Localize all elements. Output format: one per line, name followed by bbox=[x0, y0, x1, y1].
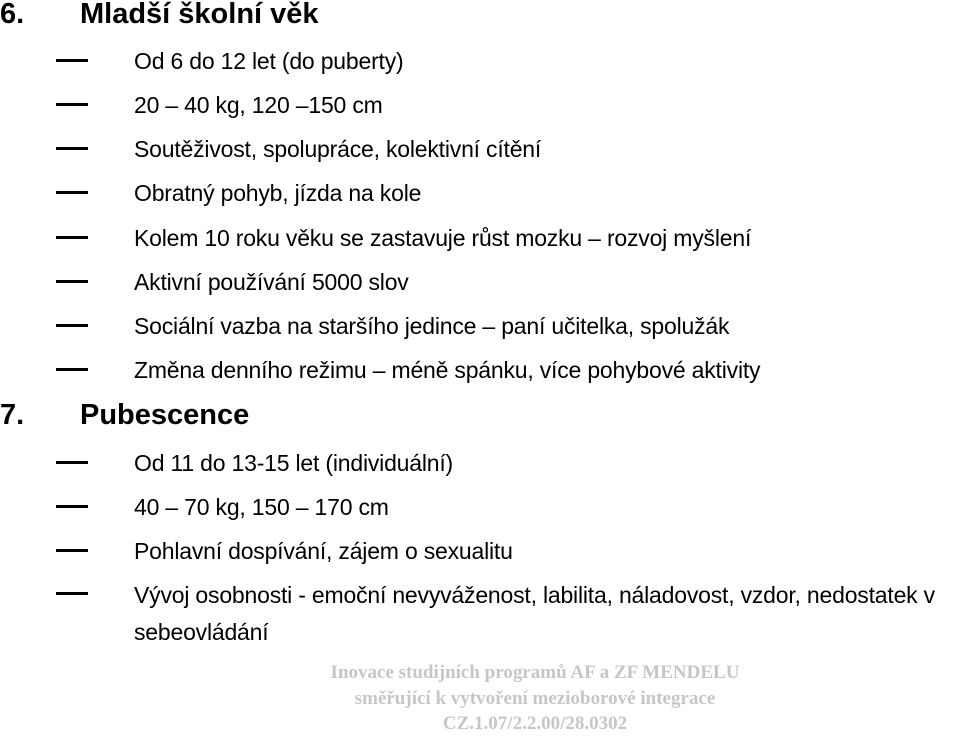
list-item-text: Od 6 do 12 let (do puberty) bbox=[134, 48, 404, 74]
dash-bullet-icon bbox=[56, 280, 88, 283]
footer-line-1: Inovace studijních programů AF a ZF MENDELU bbox=[330, 662, 740, 683]
list-item-text: 20 – 40 kg, 120 –150 cm bbox=[134, 92, 383, 118]
list-item-text: Aktivní používání 5000 slov bbox=[134, 269, 409, 295]
list-item-text: Sociální vazba na staršího jedince – paní učitelka, spolužák bbox=[134, 313, 730, 339]
section-title: Pubescence bbox=[80, 399, 250, 431]
list-item-text: Vývoj osobnosti - emoční nevyváženost, labilita, náladovost, vzdor, nedostatek v sebeovládání bbox=[134, 582, 935, 645]
dash-bullet-icon bbox=[56, 505, 88, 508]
dash-bullet-icon bbox=[56, 549, 88, 552]
dash-bullet-icon bbox=[56, 191, 88, 194]
dash-bullet-icon bbox=[56, 592, 88, 595]
dash-bullet-icon bbox=[56, 103, 88, 106]
footer-line-3: CZ.1.07/2.2.00/28.0302 bbox=[442, 713, 628, 734]
section-heading-7 bbox=[0, 398, 249, 432]
list-item-text: Pohlavní dospívání, zájem o sexualitu bbox=[134, 538, 513, 564]
dash-bullet-icon bbox=[56, 59, 88, 62]
dash-bullet-icon bbox=[56, 147, 88, 150]
list-item-text: Soutěživost, spolupráce, kolektivní cítění bbox=[134, 136, 542, 162]
list-item-text: 40 – 70 kg, 150 – 170 cm bbox=[134, 494, 389, 520]
list-item-text: Obratný pohyb, jízda na kole bbox=[134, 180, 422, 206]
list-item-text: Od 11 do 13-15 let (individuální) bbox=[134, 450, 454, 476]
dash-bullet-icon bbox=[56, 461, 88, 464]
section-title: Mladší školní věk bbox=[80, 0, 319, 30]
section-heading-6 bbox=[0, 0, 319, 31]
dash-bullet-icon bbox=[56, 324, 88, 327]
list-item-text: Kolem 10 roku věku se zastavuje růst mozku – rozvoj myšlení bbox=[134, 225, 752, 251]
list-item-text: Změna denního režimu – méně spánku, více pohybové aktivity bbox=[134, 357, 761, 383]
dash-bullet-icon bbox=[56, 368, 88, 371]
section-number: 6. bbox=[0, 0, 25, 30]
section-number: 7. bbox=[0, 399, 25, 431]
footer-line-2: směřující k vytvoření mezioborové integrace bbox=[354, 688, 716, 709]
dash-bullet-icon bbox=[56, 236, 88, 239]
